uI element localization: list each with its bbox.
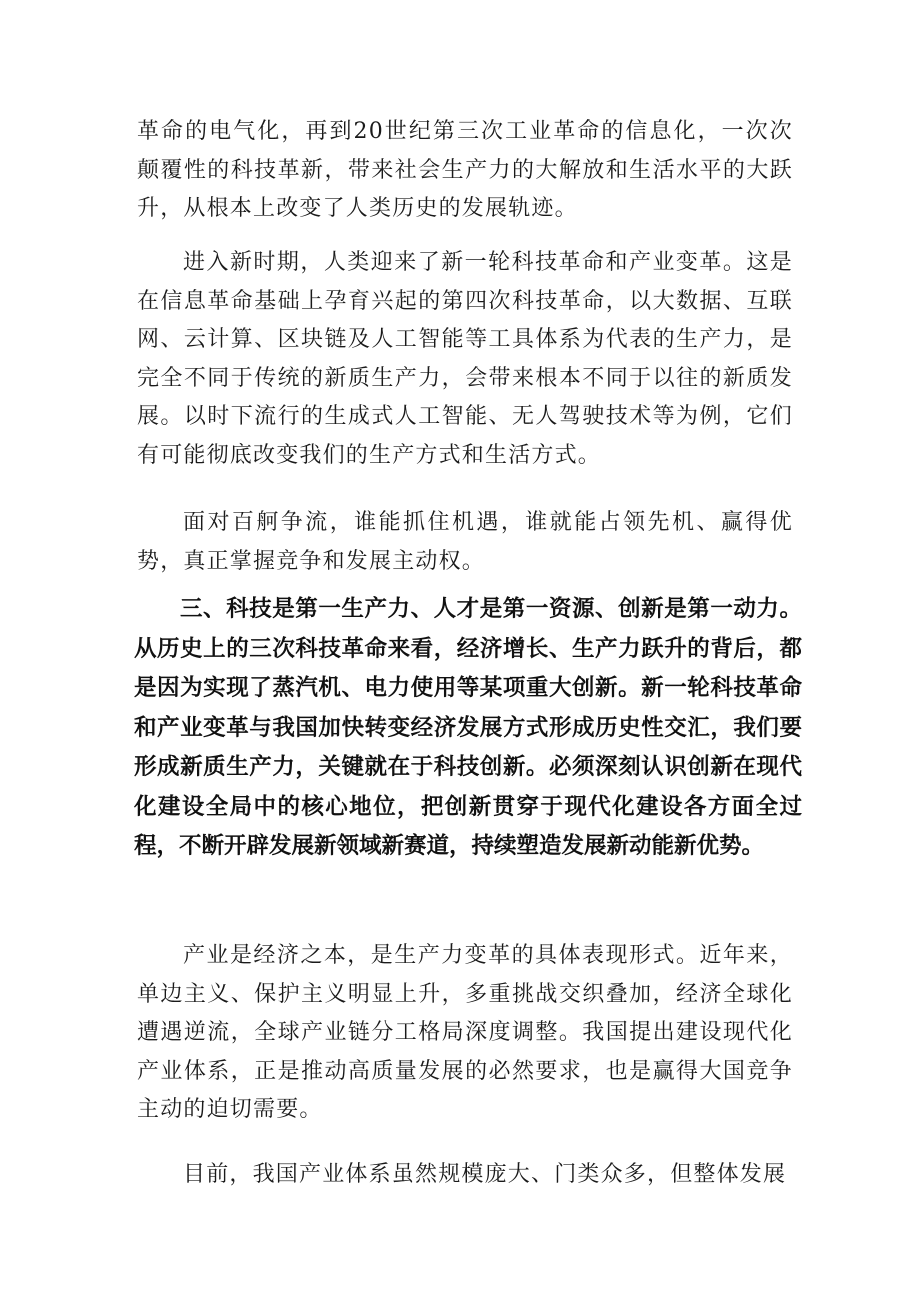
- paragraph: 进入新时期，人类迎来了新一轮科技革命和产业变革。这是在信息革命基础上孕育兴起的第四次科技革命，以大数据、互联网、云计算、区块链及人工智能等工具体系为代表的生产力，是完全不同于传统的新质生产力，会带来根本不同于以往的新质发展。以时下流行的生成式人工智能、无人驾驶技术等为例，它们有可能彻底改变我们的生产方式和生活方式。: [137, 250, 793, 468]
- paragraph-continued: 革命的电气化，再到20世纪第三次工业革命的信息化，一次次颠覆性的科技革新，带来社会生产力的大解放和生活水平的大跃升，从根本上改变了人类历史的发展轨迹。: [137, 119, 793, 221]
- paragraph-truncated: 目前，我国产业体系虽然规模庞大、门类众多，但整体发展: [183, 1162, 787, 1187]
- paragraph: 产业是经济之本，是生产力变革的具体表现形式。近年来，单边主义、保护主义明显上升，多重挑战交织叠加，经济全球化遭遇逆流，全球产业链分工格局深度调整。我国提出建设现代化产业体系，正是推动高质量发展的必然要求，也是赢得大国竞争主动的迫切需要。: [137, 943, 793, 1122]
- section-heading-paragraph: 三、科技是第一生产力、人才是第一资源、创新是第一动力。从历史上的三次科技革命来看，经济增长、生产力跃升的背后，都是因为实现了蒸汽机、电力使用等某项重大创新。新一轮科技革命和产业变革与我国加快转变经济发展方式形成历史性交汇，我们要形成新质生产力，关键就在于科技创新。必须深刻认识创新在现代化建设全局中的核心地位，把创新贯穿于现代化建设各方面全过程，不断开辟发展新领域新赛道，持续塑造发展新动能新优势。: [134, 596, 802, 859]
- paragraph: 面对百舸争流，谁能抓住机遇，谁就能占领先机、赢得优势，真正掌握竞争和发展主动权。: [137, 510, 793, 574]
